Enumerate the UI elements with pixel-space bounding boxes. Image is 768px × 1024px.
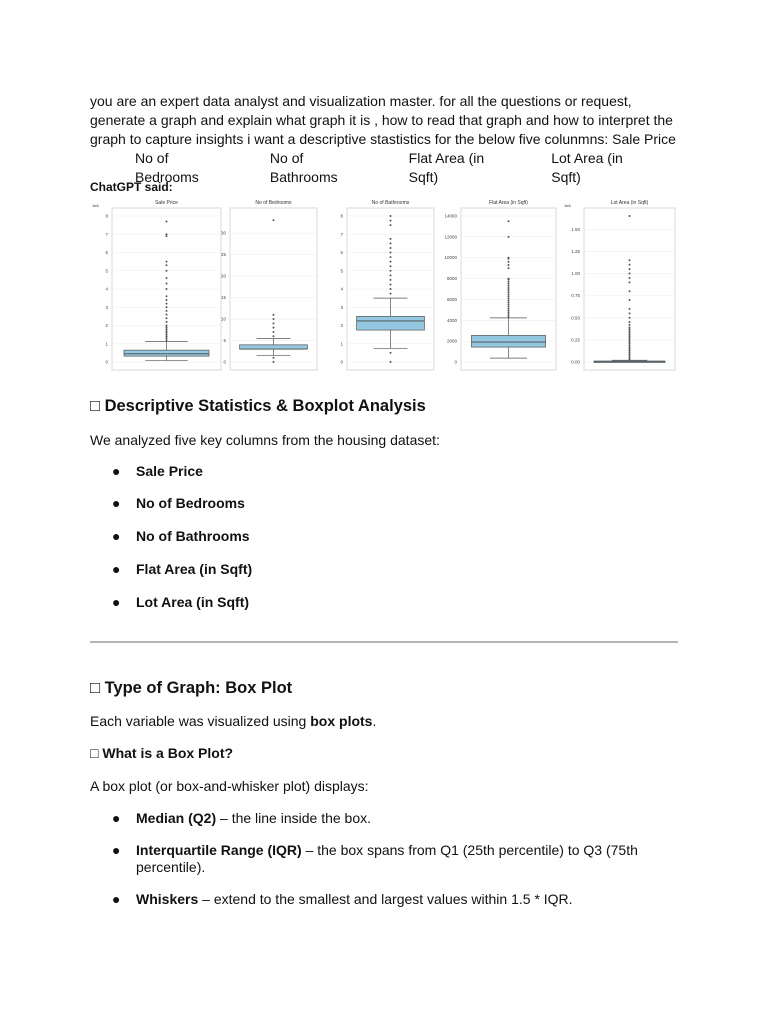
y-tick-label: 3 (340, 304, 343, 310)
outlier-point (390, 279, 392, 281)
outlier-point (508, 295, 510, 297)
term-description: – the line inside the box. (216, 810, 372, 826)
outlier-point (508, 306, 510, 308)
bullet: ● (112, 561, 121, 577)
outlier-point (390, 361, 392, 363)
outlier-point (166, 288, 168, 290)
y-tick-label: 7 (105, 231, 108, 237)
outlier-point (508, 289, 510, 291)
outlier-point (166, 325, 168, 327)
boxplot-bedrooms (206, 198, 320, 374)
y-tick-label: 6000 (446, 296, 457, 302)
iqr-box (471, 335, 545, 347)
outlier-point (166, 339, 168, 341)
term: Interquartile Range (IQR) (136, 842, 302, 858)
y-tick-label: 10 (220, 316, 226, 322)
outlier-point (629, 277, 631, 279)
outlier-point (390, 224, 392, 226)
outlier-point (629, 357, 631, 359)
y-tick-label: 12000 (444, 234, 457, 240)
intro-bold: box plots (310, 713, 373, 729)
outlier-point (629, 299, 631, 301)
outlier-point (273, 331, 275, 333)
outlier-point (166, 261, 168, 263)
outlier-point (629, 355, 631, 357)
outlier-point (629, 346, 631, 348)
subheading-title: What is a Box Plot? (102, 745, 234, 761)
y-tick-label: 5 (105, 268, 108, 274)
outlier-point (508, 257, 510, 259)
outlier-point (166, 332, 168, 334)
outlier-point (629, 353, 631, 355)
outlier-point (390, 288, 392, 290)
outlier-point (629, 328, 631, 330)
y-tick-label: 6 (105, 250, 108, 255)
outlier-point (390, 265, 392, 267)
outlier-point (629, 348, 631, 350)
outlier-point (166, 335, 168, 337)
user-prompt (90, 92, 690, 187)
outlier-point (629, 321, 631, 323)
prompt-line-1: you are an expert data analyst and visualization master. for all the questions or request, (90, 93, 632, 109)
outlier-point (508, 264, 510, 266)
outlier-point (629, 344, 631, 346)
list-item-label: Sale Price (136, 463, 203, 479)
boxplot-bathrooms (323, 198, 437, 374)
y-tick-label: 4000 (446, 317, 457, 323)
outlier-point (629, 281, 631, 283)
list-item-text (136, 810, 371, 826)
outlier-point (508, 299, 510, 301)
outlier-point (390, 252, 392, 254)
bullet: ● (112, 528, 121, 544)
outlier-point (629, 334, 631, 336)
outlier-point (273, 314, 275, 316)
y-tick-label: 4 (340, 286, 343, 292)
outlier-point (390, 238, 392, 240)
iqr-box (124, 350, 209, 356)
outlier-point (629, 290, 631, 292)
divider (90, 641, 678, 643)
outlier-point (629, 264, 631, 266)
intro-suffix: . (372, 713, 377, 729)
outlier-point (166, 299, 168, 301)
outlier-point (166, 277, 168, 279)
outlier-point (629, 312, 631, 314)
outlier-point (508, 293, 510, 295)
outlier-point (629, 273, 631, 275)
outlier-point (390, 220, 392, 222)
bullet: ● (112, 594, 121, 610)
outlier-point (166, 317, 168, 319)
outlier-point (390, 261, 392, 263)
bullet: ● (112, 810, 121, 826)
y-tick-label: 0.50 (571, 315, 580, 321)
outlier-point (166, 264, 168, 266)
chart-title: Lot Area (in Sqft) (610, 200, 649, 206)
list-item-label: No of Bedrooms (136, 495, 245, 511)
y-tick-label: 2000 (446, 338, 457, 344)
prompt-column: No of Bedrooms (135, 150, 199, 185)
y-tick-label: 1 (340, 341, 343, 347)
subheading-intro: A box plot (or box-and-whisker plot) displays: (90, 778, 369, 794)
y-tick-label: 3 (105, 304, 108, 310)
y-tick-label: 1 (105, 341, 108, 347)
y-tick-label: 1.25 (571, 248, 580, 254)
boxplot-flat-area (437, 198, 559, 374)
outlier-point (508, 316, 510, 318)
list-item-label: Flat Area (in Sqft) (136, 561, 253, 577)
outlier-point (166, 295, 168, 297)
iqr-box (240, 345, 308, 349)
y-tick-label: 5 (340, 268, 343, 274)
y-tick-label: 4 (105, 286, 108, 292)
outlier-point (508, 302, 510, 304)
outlier-point (166, 220, 168, 222)
y-tick-label: 0.75 (571, 293, 580, 299)
outlier-point (390, 283, 392, 285)
axis-multiplier: 1e6 (92, 203, 99, 208)
y-tick-label: 8 (105, 213, 108, 219)
prompt-column: Flat Area (in Sqft) (408, 150, 485, 185)
boxplot-sale-price (88, 198, 224, 374)
section-heading (90, 679, 292, 698)
outlier-point (508, 236, 510, 238)
iqr-box (357, 316, 425, 330)
intro-text: Each variable was visualized using (90, 713, 311, 729)
chart-title: No of Bathrooms (371, 200, 410, 206)
y-tick-label: 30 (220, 230, 226, 236)
y-tick-label: 10000 (444, 255, 457, 261)
section-title: Type of Graph: Box Plot (104, 679, 293, 697)
outlier-point (508, 220, 510, 222)
outlier-point (166, 314, 168, 316)
y-tick-label: 6 (340, 250, 343, 255)
outlier-point (166, 337, 168, 339)
chart-title: Flat Area (in Sqft) (489, 200, 528, 206)
outlier-point (629, 332, 631, 334)
list-item-label: Lot Area (in Sqft) (136, 594, 250, 610)
outlier-point (390, 215, 392, 217)
outlier-point (508, 285, 510, 287)
chart-title: Sale Price (155, 200, 178, 206)
outlier-point (390, 256, 392, 258)
y-tick-label: 2 (340, 323, 343, 328)
outlier-point (166, 310, 168, 312)
outlier-point (508, 287, 510, 289)
outlier-point (166, 235, 168, 237)
outlier-point (629, 351, 631, 353)
outlier-point (508, 278, 510, 280)
outlier-point (629, 308, 631, 310)
y-tick-label: 0.25 (571, 337, 580, 343)
outlier-point (273, 361, 275, 363)
y-tick-label: 25 (220, 252, 226, 258)
outlier-point (629, 324, 631, 326)
outlier-point (166, 233, 168, 235)
outlier-point (629, 337, 631, 339)
outlier-point (166, 303, 168, 305)
outlier-point (508, 314, 510, 316)
chart-title: No of Bedrooms (255, 200, 292, 206)
bullet: ● (112, 842, 121, 858)
y-tick-label: 0.00 (571, 359, 580, 365)
outlier-point (273, 335, 275, 337)
outlier-point (390, 293, 392, 295)
outlier-point (273, 318, 275, 320)
outlier-point (508, 283, 510, 285)
term: Median (Q2) (136, 810, 217, 826)
outlier-point (629, 349, 631, 351)
bullet: ● (112, 495, 121, 511)
outlier-point (273, 219, 275, 221)
outlier-point (390, 274, 392, 276)
outlier-point (629, 339, 631, 341)
y-tick-label: 1.50 (571, 226, 580, 232)
y-tick-label: 0 (105, 359, 108, 365)
outlier-point (273, 357, 275, 359)
prompt-columns (90, 149, 690, 187)
outlier-point (629, 341, 631, 343)
list-item-label: No of Bathrooms (136, 528, 250, 544)
y-tick-label: 0 (340, 359, 343, 365)
outlier-point (273, 327, 275, 329)
outlier-point (508, 281, 510, 283)
chatgpt-said-label: ChatGPT said: (90, 180, 173, 194)
outlier-point (390, 352, 392, 354)
section-icon: □ (90, 397, 100, 415)
outlier-point (508, 310, 510, 312)
outlier-point (629, 330, 631, 332)
outlier-point (629, 215, 631, 217)
outlier-point (629, 326, 631, 328)
bullet: ● (112, 463, 121, 479)
outlier-point (390, 242, 392, 244)
term-description: – the box spans from Q1 (25th percentile) to Q3 (75th percentile). (136, 842, 638, 875)
list-item-text (136, 891, 573, 907)
y-tick-label: 8 (340, 213, 343, 219)
outlier-point (273, 322, 275, 324)
outlier-point (508, 308, 510, 310)
outlier-point (508, 261, 510, 263)
outlier-point (166, 334, 168, 336)
term: Whiskers (136, 891, 199, 907)
section-icon: □ (90, 679, 100, 697)
y-tick-label: 1.00 (571, 271, 580, 277)
outlier-point (629, 259, 631, 261)
outlier-point (166, 306, 168, 308)
y-tick-label: 15 (220, 295, 226, 301)
subheading (90, 745, 233, 761)
y-tick-label: 0 (454, 359, 457, 365)
section-title: Descriptive Statistics & Boxplot Analysis (104, 397, 426, 415)
outlier-point (166, 321, 168, 323)
outlier-point (166, 283, 168, 285)
axis-multiplier: 1e6 (564, 203, 571, 208)
outlier-point (166, 328, 168, 330)
outlier-point (629, 317, 631, 319)
y-tick-label: 14000 (444, 213, 457, 219)
outlier-point (629, 342, 631, 344)
outlier-point (390, 247, 392, 249)
outlier-point (508, 267, 510, 269)
y-tick-label: 8000 (446, 276, 457, 282)
bullet: ● (112, 891, 121, 907)
boxplot-lot-area (560, 198, 678, 374)
outlier-point (629, 335, 631, 337)
section-intro (90, 713, 376, 729)
outlier-point (629, 268, 631, 270)
y-tick-label: 20 (220, 273, 226, 279)
y-tick-label: 7 (340, 231, 343, 237)
outlier-point (166, 330, 168, 332)
subheading-icon: □ (90, 745, 99, 761)
outlier-point (390, 270, 392, 272)
y-tick-label: 5 (223, 338, 226, 344)
section-intro: We analyzed five key columns from the housing dataset: (90, 432, 440, 448)
y-tick-label: 0 (223, 359, 226, 365)
outlier-point (166, 270, 168, 272)
term-description: – extend to the smallest and largest values within 1.5 * IQR. (198, 891, 573, 907)
prompt-line-2: generate a graph and explain what graph it is , how to read that graph and how to interpret the (90, 112, 673, 128)
outlier-point (508, 297, 510, 299)
y-tick-label: 2 (105, 323, 108, 328)
prompt-line-3: graph to capture insights i want a descriptive stastistics for the below five colunmns: Sale Price (90, 131, 676, 147)
outlier-point (166, 326, 168, 328)
outlier-point (629, 358, 631, 360)
prompt-column: Lot Area (in Sqft) (551, 150, 623, 185)
section-heading (90, 397, 426, 416)
outlier-point (508, 312, 510, 314)
outlier-point (508, 291, 510, 293)
list-item-text (136, 842, 656, 876)
outlier-point (508, 304, 510, 306)
prompt-column: No of Bathrooms (269, 150, 338, 185)
